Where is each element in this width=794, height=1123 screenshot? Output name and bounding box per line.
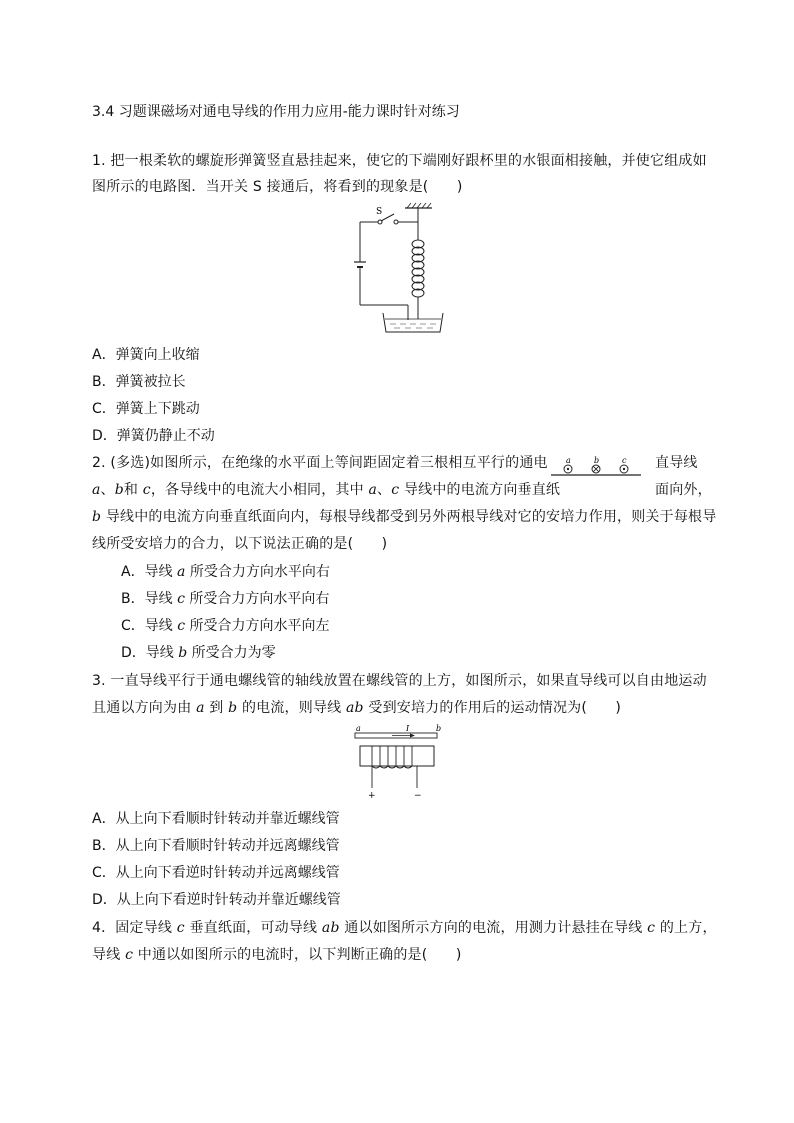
solenoid-body	[360, 746, 434, 766]
q3-option-d: D．从上向下看逆时针转动并靠近螺线管	[92, 892, 341, 908]
q3-option-c: C．从上向下看逆时针转动并远离螺线管	[92, 865, 340, 881]
q2-text-line1-left: 2. (多选)如图所示，在绝缘的水平面上等间距固定着三根相互平行的通电	[92, 455, 548, 471]
q2-option-b: B．导线 c 所受合力方向水平向右	[121, 591, 330, 607]
wire-c-label: c	[622, 456, 627, 465]
q2-text-line2: a、b和 c，各导线中的电流大小相同，其中 a、c 导线中的电流方向垂直纸	[92, 482, 561, 498]
q3-text-line2: 且通以方向为由 a 到 b 的电流，则导线 ab 受到安培力的作用后的运动情况为( )	[92, 700, 622, 716]
plus-terminal-label: +	[368, 791, 376, 800]
minus-terminal-label: −	[414, 791, 422, 800]
q2-text-line1-right: 直导线	[655, 455, 698, 471]
q1-option-c: C．弹簧上下跳动	[92, 401, 200, 417]
wire-a-label: a	[566, 456, 571, 465]
q1-option-a: A．弹簧向上收缩	[92, 347, 200, 363]
q2-option-a: A．导线 a 所受合力方向水平向右	[121, 564, 330, 580]
switch-label: S	[376, 207, 383, 217]
q2-text-line3: b 导线中的电流方向垂直纸面向内，每根导线都受到另外两根导线对它的安培力作用，则关于每根导	[92, 509, 717, 525]
q4-text-line2: 导线 c 中通以如图所示的电流时，以下判断正确的是( )	[92, 947, 462, 963]
current-in-icon	[592, 465, 600, 473]
current-label: I	[406, 724, 410, 733]
page-title: 3.4 习题课磁场对通电导线的作用力应用-能力课时针对练习	[92, 104, 460, 120]
q3-solenoid-figure	[352, 722, 442, 800]
q3-option-b: B．从上向下看顺时针转动并远离螺线管	[92, 838, 340, 854]
q1-option-d: D．弹簧仍静止不动	[92, 428, 215, 444]
q2-text-line4: 线所受安培力的合力，以下说法正确的是( )	[92, 536, 388, 552]
wire-b-label: b	[594, 456, 600, 465]
wire-end-b-label: b	[436, 724, 442, 733]
q4-text-line1: 4．固定导线 c 垂直纸面，可动导线 ab 通以如图所示方向的电流，用测力计悬挂在导线 c 的上方，	[92, 920, 717, 936]
q1-option-b: B．弹簧被拉长	[92, 374, 186, 390]
q2-option-d: D．导线 b 所受合力为零	[121, 645, 276, 661]
q2-wires-figure	[548, 454, 644, 484]
q3-text-line1: 3. 一直导线平行于通电螺线管的轴线放置在螺线管的上方，如图所示，如果直导线可以自由地运动	[92, 673, 707, 689]
q1-circuit-figure	[350, 200, 450, 335]
spring-icon	[412, 240, 424, 297]
wire-end-a-label: a	[356, 724, 361, 733]
q3-option-a: A．从上向下看顺时针转动并靠近螺线管	[92, 811, 340, 827]
q2-option-c: C．导线 c 所受合力方向水平向左	[121, 618, 330, 634]
q2-text-line2-right: 面向外，	[655, 482, 712, 498]
q1-text-line1: 1. 把一根柔软的螺旋形弹簧竖直悬挂起来，使它的下端刚好跟杯里的水银面相接触，并使它组成如	[92, 153, 707, 169]
q1-text-line2: 图所示的电路图．当开关 S 接通后，将看到的现象是( )	[92, 179, 463, 195]
